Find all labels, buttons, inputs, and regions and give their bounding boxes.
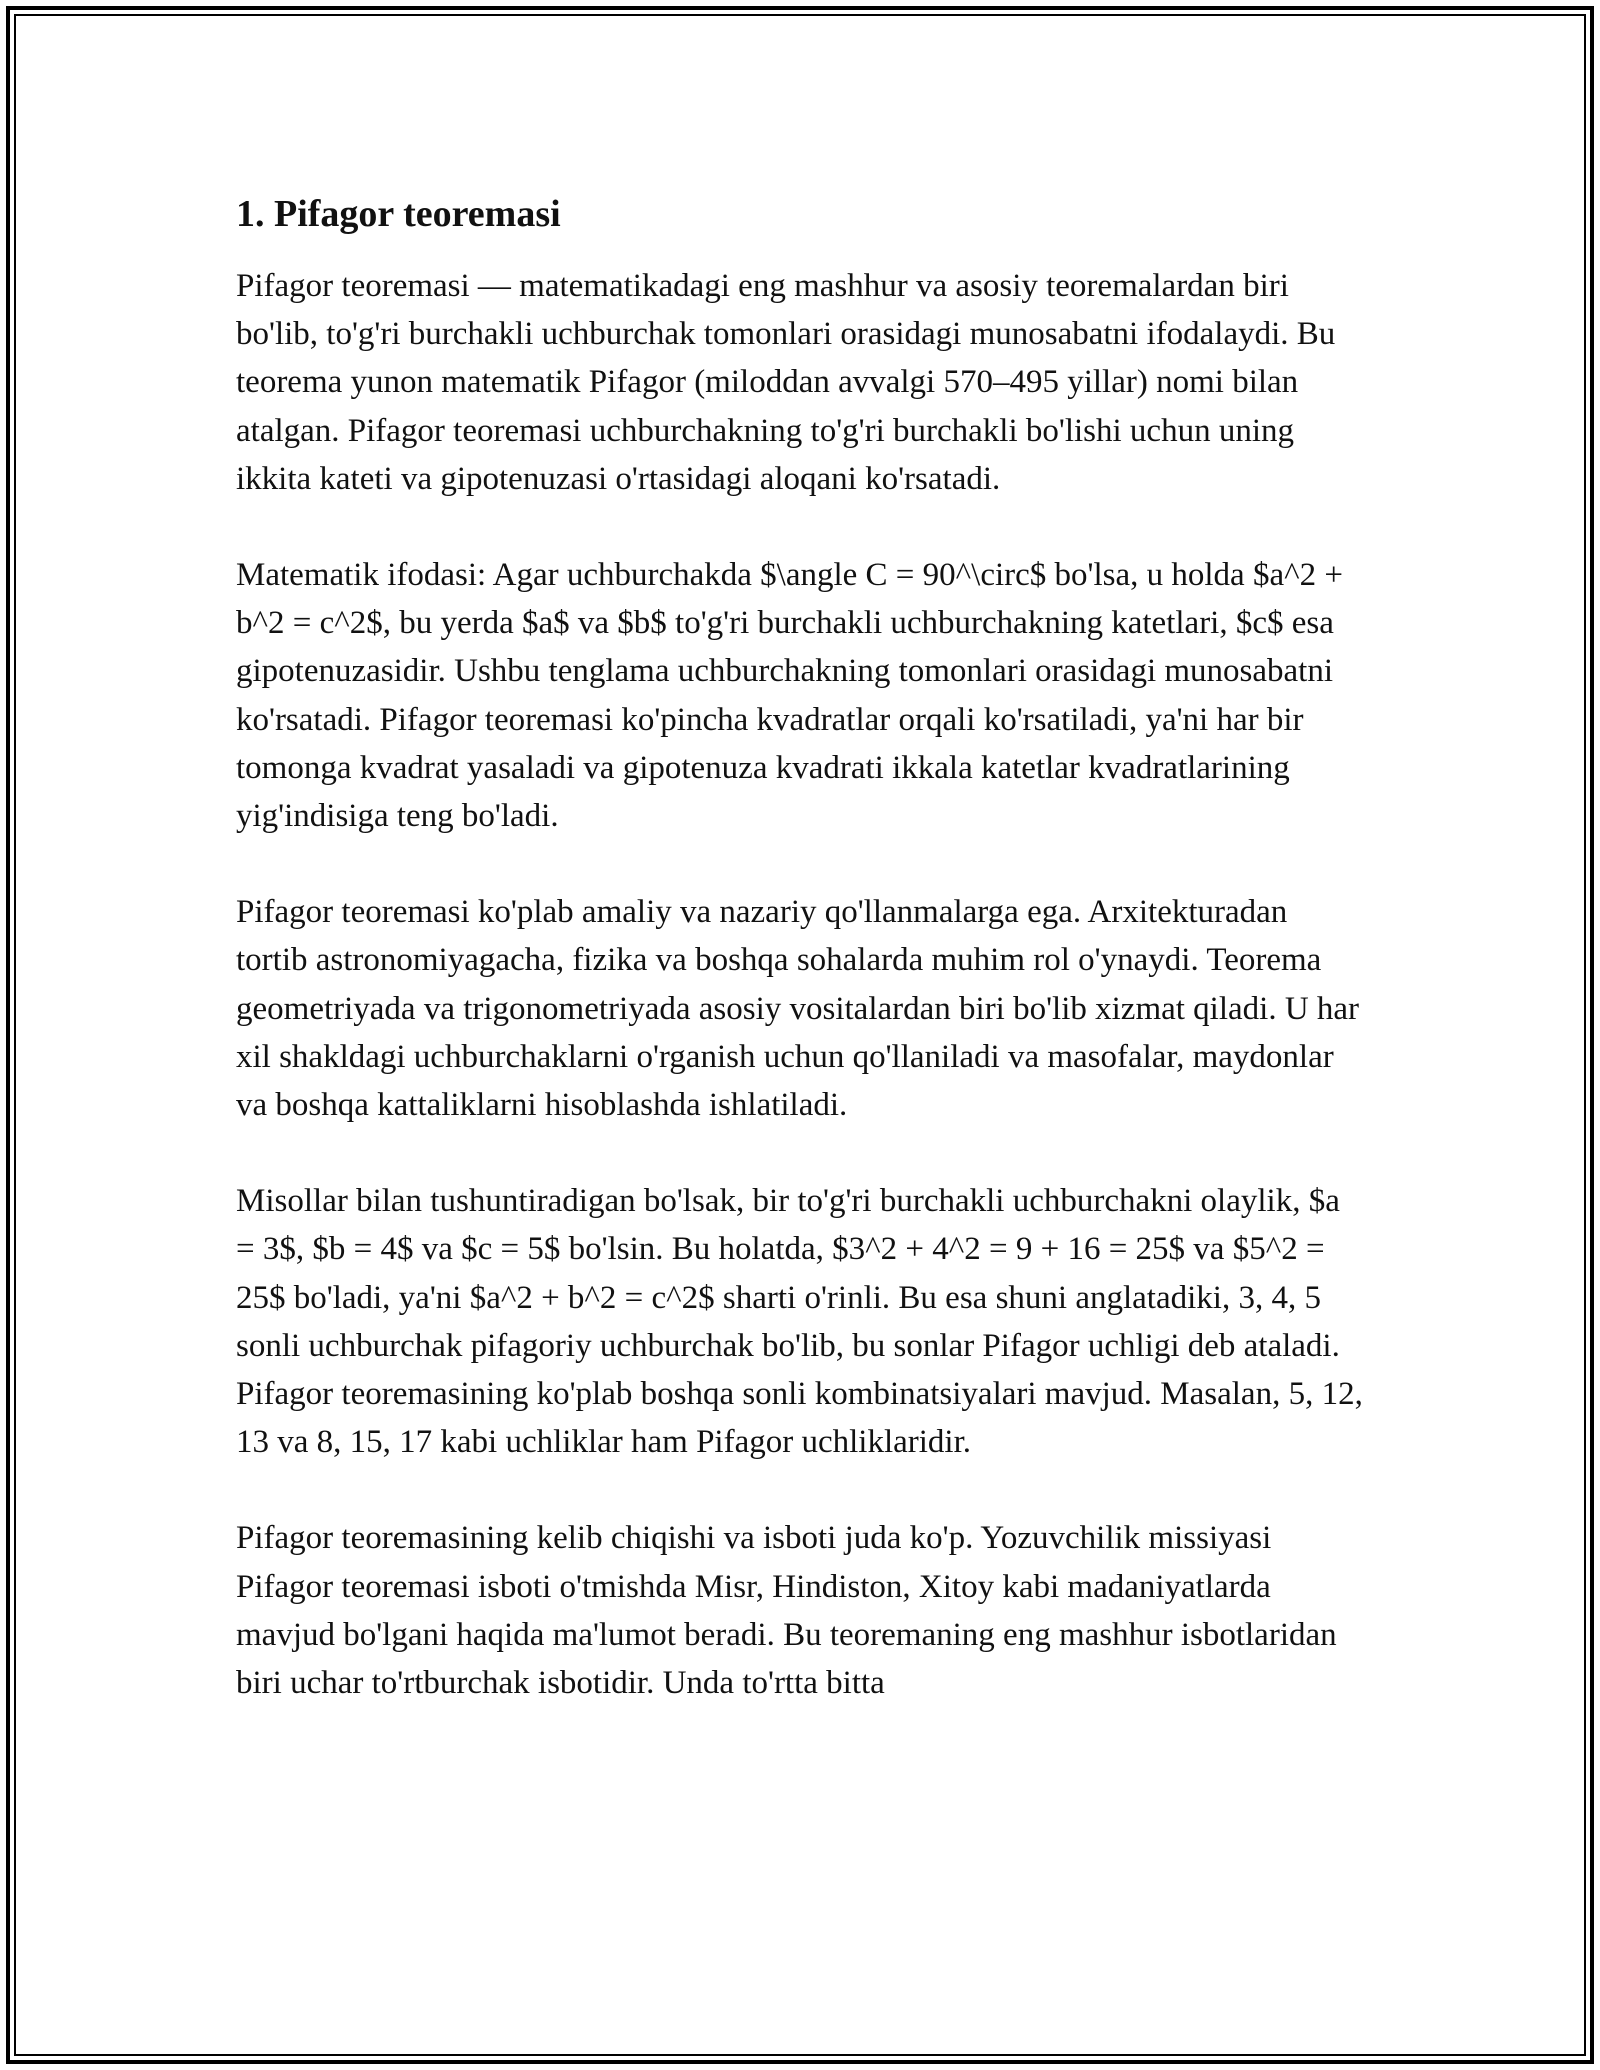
paragraph-applications: Pifagor teoremasi ko'plab amaliy va nazariy qo'llanmalarga ega. Arxitekturadan tortib astronomiyagacha, fizika va boshqa sohalarda muhim rol o'ynaydi. Teorema geometriyada va trigonometriyada asosiy vositalardan biri bo'lib xizmat qiladi. U har xil shakldagi uchburchaklarni o'rganish uchun qo'llaniladi va masofalar, maydonlar va boshqa kattaliklarni hisoblashda ishlatiladi.	[236, 894, 1360, 1124]
document-body	[236, 190, 1366, 1755]
paragraph-formula: Matematik ifodasi: Agar uchburchakda $\angle C = 90^\circ$ bo'lsa, u holda $a^2 + b^2 = c^2$, bu yerda $a$ va $b$ to'g'ri burchakli uchburchakning katetlari, $c$ esa gipotenuzasidir. Ushbu tenglama uchburchakning tomonlari orasidagi munosabatni ko'rsatadi. Pifagor teoremasi ko'pincha kvadratlar orqali ko'rsatiladi, ya'ni har bir tomonga kvadrat yasaladi va gipotenuza kvadrati ikkala katetlar kvadratlarining yig'indisiga teng bo'ladi.	[236, 557, 1343, 835]
section-heading: 1. Pifagor teoremasi	[236, 193, 561, 235]
paragraph-examples: Misollar bilan tushuntiradigan bo'lsak, bir to'g'ri burchakli uchburchakni olaylik, $a = 3$, $b = 4$ va $c = 5$ bo'lsin. Bu holatda, $3^2 + 4^2 = 9 + 16 = 25$ va $5^2 = 25$ bo'ladi, ya'ni $a^2 + b^2 = c^2$ sharti o'rinli. Bu esa shuni anglatadiki, 3, 4, 5 sonli uchburchak pifagoriy uchburchak bo'lib, bu sonlar Pifagor uchligi deb ataladi. Pifagor teoremasining ko'plab boshqa sonli kombinatsiyalari mavjud. Masalan, 5, 12, 13 va 8, 15, 17 kabi uchliklar ham Pifagor uchliklaridir.	[236, 1183, 1363, 1461]
paragraph-proofs: Pifagor teoremasining kelib chiqishi va isboti juda ko'p. Yozuvchilik missiyasi Pifagor teoremasi isboti o'tmishda Misr, Hindiston, Xitoy kabi madaniyatlarda mavjud bo'lgani haqida ma'lumot beradi. Bu teoremaning eng mashhur isbotlaridan biri uchar to'rtburchak isbotidir. Unda to'rtta bitta	[236, 1520, 1337, 1702]
paragraph-introduction: Pifagor teoremasi — matematikadagi eng mashhur va asosiy teoremalardan biri bo'lib, to'g'ri burchakli uchburchak tomonlari orasidagi munosabatni ifodalaydi. Bu teorema yunon matematik Pifagor (miloddan avvalgi 570–495 yillar) nomi bilan atalgan. Pifagor teoremasi uchburchakning to'g'ri burchakli bo'lishi uchun uning ikkita kateti va gipotenuzasi o'rtasidagi aloqani ko'rsatadi.	[236, 268, 1336, 497]
